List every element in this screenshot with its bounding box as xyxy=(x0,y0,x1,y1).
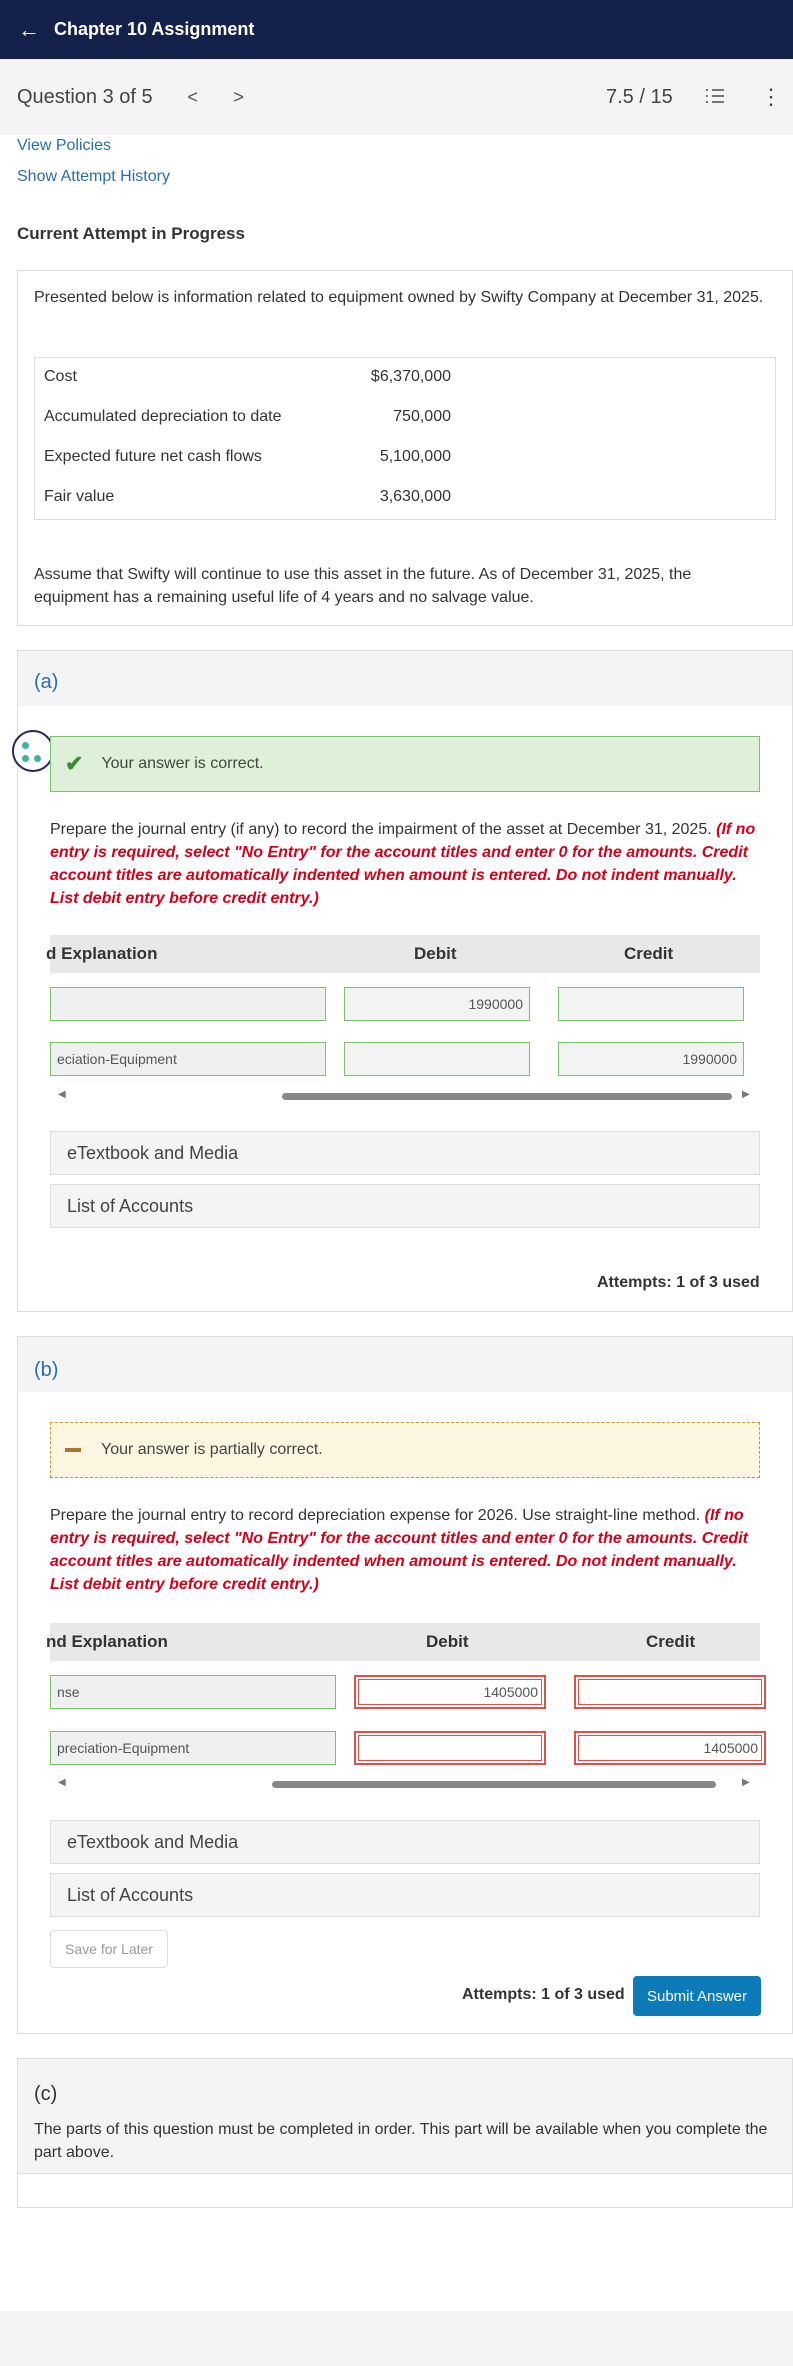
question-list-icon[interactable] xyxy=(705,86,725,106)
account-column-header: d Explanation xyxy=(46,944,158,963)
fact-value: 3,630,000 xyxy=(379,488,451,505)
fact-label: Fair value xyxy=(44,488,115,505)
list-of-accounts-button[interactable]: List of Accounts xyxy=(50,1873,760,1917)
scroll-right-icon[interactable]: ▶ xyxy=(742,1777,750,1788)
credit-amount-input[interactable] xyxy=(558,987,744,1021)
part-b-prompt xyxy=(50,1504,762,1596)
scrollbar-thumb[interactable] xyxy=(282,1093,732,1100)
top-header xyxy=(0,0,793,59)
show-attempt-history-link[interactable]: Show Attempt History xyxy=(17,168,170,185)
view-policies-link[interactable]: View Policies xyxy=(17,137,111,154)
account-title-select[interactable]: nse xyxy=(50,1675,336,1709)
prompt-instructions: (If no entry is required, select "No Entry" for the account titles and enter 0 for the amounts. Credit account titles are automatically indented when amount is entered. Do not indent manually. List debit entry before credit entry.) xyxy=(50,821,756,907)
list-of-accounts-button[interactable]: List of Accounts xyxy=(50,1184,760,1228)
feedback-text: Your answer is partially correct. xyxy=(101,1441,323,1458)
part-c-label: (c) xyxy=(34,2083,58,2105)
prompt-text: Prepare the journal entry to record depreciation expense for 2026. Use straight-line method. xyxy=(50,1507,701,1524)
prompt-text: Prepare the journal entry (if any) to record the impairment of the asset at December 31, 2025. xyxy=(50,821,712,838)
debit-column-header: Debit xyxy=(426,1632,469,1651)
attempts-counter: Attempts: 1 of 3 used xyxy=(597,1274,760,1291)
fact-value: $6,370,000 xyxy=(370,368,451,385)
part-c-locked-message: The parts of this question must be completed in order. This part will be available when you complete the part above. xyxy=(34,2121,768,2161)
score-display: 7.5 / 15 xyxy=(606,85,673,108)
scroll-left-icon[interactable]: ◀ xyxy=(58,1089,66,1100)
horizontal-scrollbar[interactable] xyxy=(56,1777,756,1791)
assistant-avatar-icon[interactable] xyxy=(12,730,54,772)
fact-label: Cost xyxy=(44,368,77,385)
next-question-button[interactable]: > xyxy=(233,86,244,107)
account-column-header: nd Explanation xyxy=(46,1632,168,1651)
prompt-instructions: (If no entry is required, select "No Entry" for the account titles and enter 0 for the amounts. Credit account titles are automatically indented when amount is entered. Do not indent manually. List debit entry before credit entry.) xyxy=(50,1507,748,1593)
attempt-caption: Current Attempt in Progress xyxy=(17,224,245,243)
account-title-select[interactable]: eciation-Equipment xyxy=(50,1042,326,1076)
part-a-prompt xyxy=(50,818,762,910)
submit-answer-button[interactable]: Submit Answer xyxy=(633,1976,761,2016)
assignment-title: Chapter 10 Assignment xyxy=(54,19,255,39)
credit-column-header: Credit xyxy=(646,1632,696,1651)
debit-amount-input[interactable]: 1990000 xyxy=(344,987,530,1021)
debit-column-header: Debit xyxy=(414,944,457,963)
debit-amount-input[interactable] xyxy=(354,1731,546,1765)
horizontal-scrollbar[interactable] xyxy=(56,1089,756,1103)
account-title-select[interactable] xyxy=(50,987,326,1021)
scroll-right-icon[interactable]: ▶ xyxy=(742,1089,750,1100)
debit-amount-input[interactable] xyxy=(344,1042,530,1076)
credit-amount-input[interactable]: 1990000 xyxy=(558,1042,744,1076)
feedback-text: Your answer is correct. xyxy=(101,755,264,772)
etextbook-button[interactable]: eTextbook and Media xyxy=(50,1820,760,1864)
previous-question-button[interactable]: < xyxy=(187,86,198,107)
part-a-label: (a) xyxy=(34,671,59,693)
fact-value: 5,100,000 xyxy=(379,448,451,465)
scroll-left-icon[interactable]: ◀ xyxy=(58,1777,66,1788)
scrollbar-thumb[interactable] xyxy=(272,1781,716,1788)
etextbook-button[interactable]: eTextbook and Media xyxy=(50,1131,760,1175)
question-bar xyxy=(0,59,793,135)
attempts-counter: Attempts: 1 of 3 used xyxy=(462,1986,625,2003)
account-title-select[interactable]: preciation-Equipment xyxy=(50,1731,336,1765)
problem-intro: Presented below is information related to equipment owned by Swifty Company at December 31, 2025. xyxy=(34,289,764,306)
credit-amount-input[interactable]: 1405000 xyxy=(574,1731,766,1765)
check-icon: ✔ xyxy=(65,751,84,776)
fact-label: Accumulated depreciation to date xyxy=(44,408,282,425)
arrow-left-icon[interactable]: ← xyxy=(18,16,40,42)
partial-icon xyxy=(65,1448,81,1452)
fact-label: Expected future net cash flows xyxy=(44,448,262,465)
part-b-label: (b) xyxy=(34,1359,59,1381)
problem-assumption: Assume that Swifty will continue to use this asset in the future. As of December 31, 2025, the equipment has a remaining useful life of 4 years and no salvage value. xyxy=(34,566,692,606)
debit-amount-input[interactable]: 1405000 xyxy=(354,1675,546,1709)
question-counter: Question 3 of 5 xyxy=(17,85,153,108)
credit-amount-input[interactable] xyxy=(574,1675,766,1709)
fact-value: 750,000 xyxy=(393,408,451,425)
more-options-icon[interactable]: ⋮ xyxy=(760,84,782,109)
credit-column-header: Credit xyxy=(624,944,674,963)
correct-feedback-banner xyxy=(50,736,760,792)
journal-table-header xyxy=(46,935,760,973)
save-for-later-button[interactable]: Save for Later xyxy=(50,1930,168,1968)
part-c-footer xyxy=(17,2174,793,2208)
facts-table xyxy=(34,357,776,520)
partial-feedback-banner xyxy=(50,1422,760,1478)
journal-table-header xyxy=(46,1623,760,1661)
